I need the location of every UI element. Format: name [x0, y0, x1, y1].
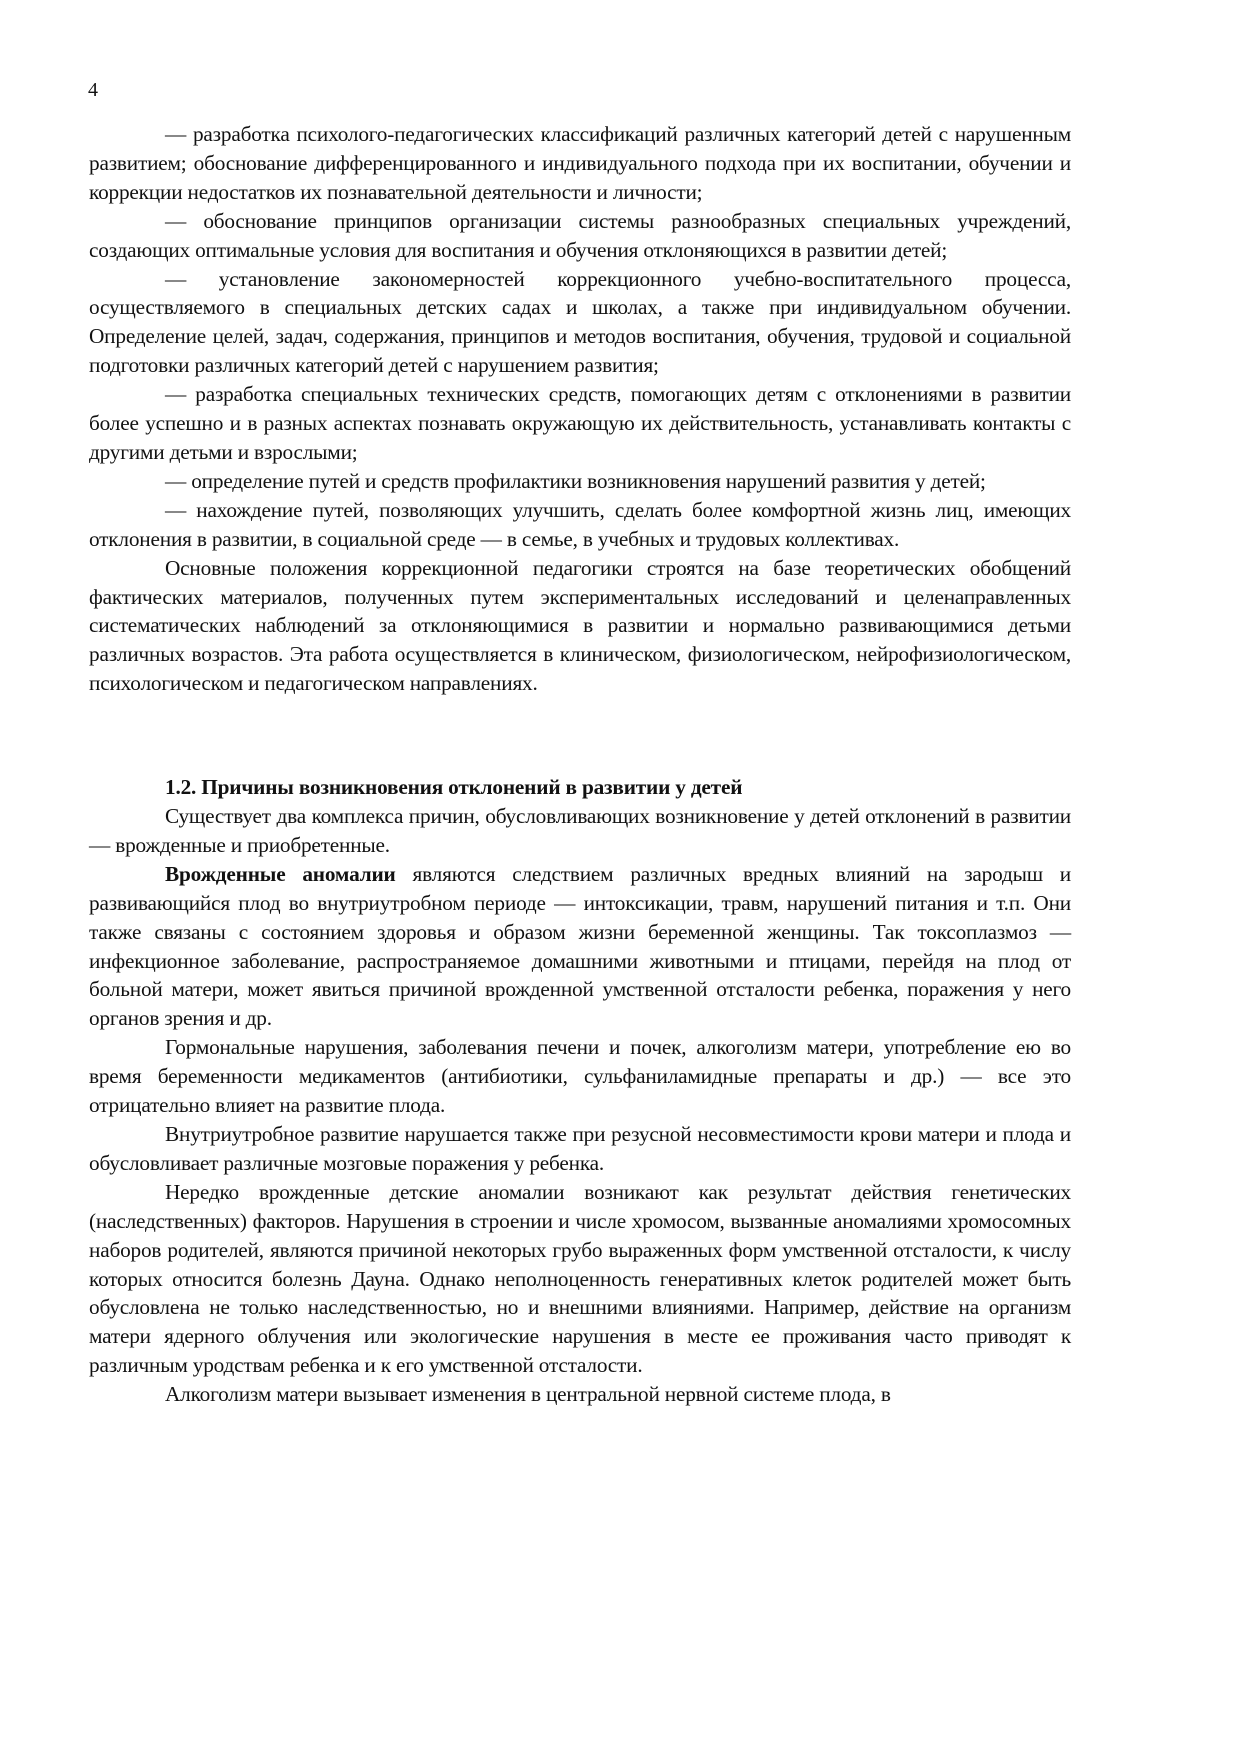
paragraph-text: являются следствием различных вредных влияний на зародыш и развивающийся плод во внутриутробном периоде — интоксикации, травм, нарушений питания и т.п. Они также связаны с состоянием здоровья и образом жизни беременной женщины. Так токсоплазмоз — инфекционное заболевание, распространяемое домашними животными и птицами, перейдя на плод от больной матери, может явиться причиной врожденной умственной отсталости ребенка, поражения у него органов зрения и др.: [89, 861, 1071, 1031]
paragraph: — нахождение путей, позволяющих улучшить, сделать более комфортной жизнь лиц, имеющих отклонения в развитии, в социальной среде — в семье, в учебных и трудовых коллективах.: [89, 497, 1071, 551]
paragraph: Гормональные нарушения, заболевания печени и почек, алкоголизм матери, употребление ею во время беременности медикаментов (антибиотики, сульфаниламидные препараты и др.) — все это отрицательно влияет на развитие плода.: [89, 1035, 1071, 1118]
page-number: 4: [88, 79, 98, 101]
section-heading: 1.2. Причины возникновения отклонений в развитии у детей: [165, 775, 743, 800]
paragraph: Нередко врожденные детские аномалии возникают как результат действия генетических (наследственных) факторов. Нарушения в строении и числе хромосом, вызванные аномалиями хромосомных наборов родителей, являются причиной некоторых грубо выраженных форм умственной отсталости, к числу которых относится болезнь Дауна. Однако неполноценность генеративных клеток родителей может быть обусловлена не только наследственностью, но и внешними влияниями. Например, действие на организм матери ядерного облучения или экологические нарушения в месте ее проживания часто приводят к различным уродствам ребенка и к его умственной отсталости.: [89, 1179, 1071, 1378]
paragraph: — разработка психолого-педагогических классификаций различных категорий детей с нарушенным развитием; обоснование дифференцированного и индивидуального подхода при их воспитании, обучении и коррекции недостатков их познавательной деятельности и личности;: [89, 122, 1071, 204]
paragraph: Существует два комплекса причин, обусловливающих возникновение у детей отклонений в развитии — врожденные и приобретенные.: [89, 804, 1071, 857]
paragraph: Основные положения коррекционной педагогики строятся на базе теоретических обобщений фактических материалов, полученных путем экспериментальных исследований и целенаправленных систематических наблюдений за отклоняющимися в развитии и нормально развивающимися детьми различных возрастов. Эта работа осуществляется в клиническом, физиологическом, нейрофизиологическом, психологическом и педагогическом направлениях.: [89, 555, 1071, 696]
page-content: [89, 120, 1071, 1409]
paragraph: — установление закономерностей коррекционного учебно-воспитательного процесса, осуществляемого в специальных детских садах и школах, а также при индивидуальном обучении. Определение целей, задач, содержания, принципов и методов воспитания, обучения, трудовой и социальной подготовки различных категорий детей с нарушением развития;: [89, 266, 1071, 378]
paragraph-congenital: [89, 860, 1071, 1033]
paragraph: — определение путей и средств профилактики возникновения нарушений развития у детей;: [165, 468, 986, 493]
bold-term: Врожденные аномалии: [165, 861, 396, 886]
paragraph: Внутриутробное развитие нарушается также при резусной несовместимости крови матери и плода и обусловливает различные мозговые поражения у ребенка.: [89, 1122, 1071, 1175]
section-spacer: [89, 698, 1071, 773]
paragraph: Алкоголизм матери вызывает изменения в центральной нервной системе плода, в: [165, 1382, 891, 1407]
paragraph: — обоснование принципов организации системы разнообразных специальных учреждений, создающих оптимальные условия для воспитания и обучения отклоняющихся в развитии детей;: [89, 208, 1071, 262]
paragraph: — разработка специальных технических средств, помогающих детям с отклонениями в развитии более успешно и в разных аспектах познавать окружающую их действительность, устанавливать контакты с другими детьми и взрослыми;: [89, 382, 1071, 464]
